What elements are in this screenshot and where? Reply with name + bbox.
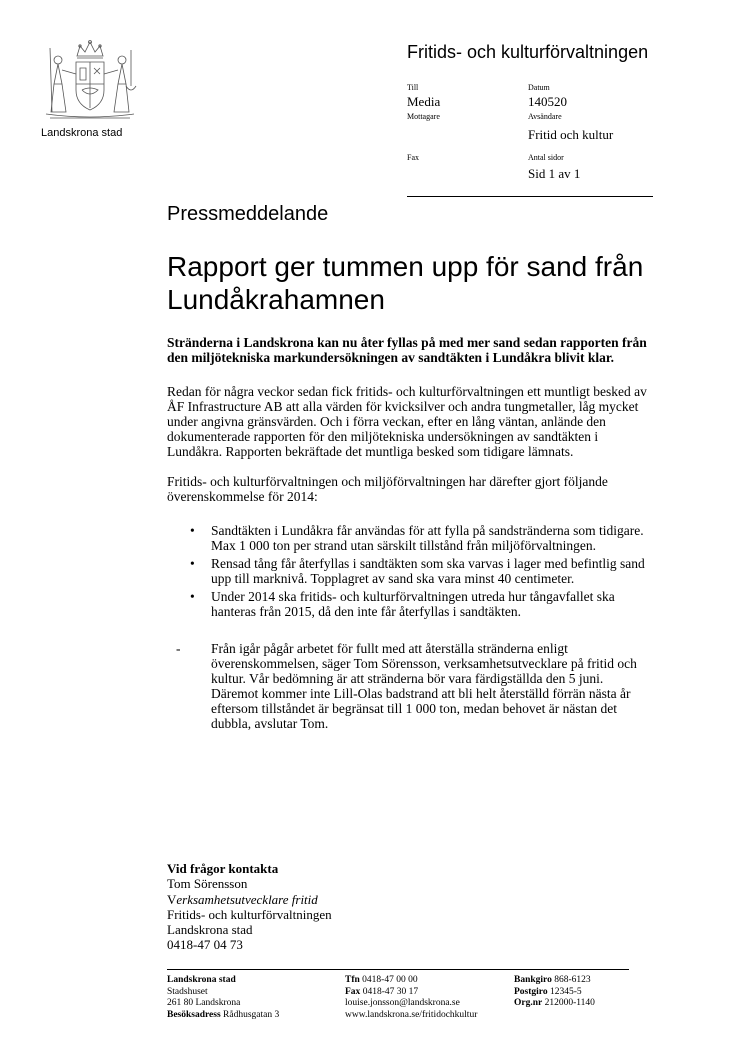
datum-value: 140520 <box>528 94 567 109</box>
footer-orgnr: Org.nr 212000-1140 <box>514 998 595 1008</box>
footer-email: louise.jonsson@landskrona.se <box>345 998 460 1008</box>
document-type: Pressmeddelande <box>167 203 329 225</box>
list-item <box>190 556 647 586</box>
footer-postal: 261 80 Landskrona <box>167 998 241 1008</box>
footer-fax: Fax 0418-47 30 17 <box>345 986 419 997</box>
lead-paragraph: Stränderna i Landskrona kan nu åter fyllas på med mer sand sedan rapporten från den miljötekniska markundersökningen av sandtäkten i Lundåkra blivit klar. <box>167 335 647 365</box>
footer-payment <box>514 975 595 1010</box>
avsandare-label: Avsändare <box>528 112 562 121</box>
contact-name: Tom Sörensson <box>167 876 248 892</box>
contact-title-rest: erksamhetsutvecklare fritid <box>176 891 318 907</box>
coat-of-arms-icon <box>42 38 138 124</box>
contact-title <box>167 892 332 907</box>
footer-address <box>167 975 279 1021</box>
antal-sidor-label: Antal sidor <box>528 153 564 162</box>
bullet-marker: • <box>190 589 195 604</box>
bullet-marker: • <box>190 523 195 538</box>
press-release-body <box>167 335 647 731</box>
body-paragraph-2: Fritids- och kulturförvaltningen och miljöförvaltningen har därefter gjort följande överenskommelse för 2014: <box>167 474 608 504</box>
bullet-marker: • <box>190 556 195 571</box>
avsandare-value: Fritid och kultur <box>528 127 614 142</box>
headline: Rapport ger tummen upp för sand från Lundåkrahamnen <box>167 251 644 315</box>
logo <box>40 38 140 124</box>
contact-department: Fritids- och kulturförvaltningen <box>167 906 332 922</box>
footer-contact <box>345 975 477 1021</box>
footer-building: Stadshuset <box>167 986 208 997</box>
antal-sidor-value: Sid 1 av 1 <box>528 166 581 181</box>
contact-title-initial: V <box>167 891 177 907</box>
contact-block <box>167 861 332 953</box>
list-item <box>190 589 647 619</box>
contact-heading: Vid frågor kontakta <box>167 861 279 876</box>
logo-name: Landskrona stad <box>41 127 123 139</box>
agreement-list <box>167 523 647 619</box>
till-label: Till <box>407 83 419 92</box>
list-item-text: Rensad tång får återfyllas i sandtäkten som ska varvas i lager med befintlig sand upp till marknivå. Topplagret av sand ska vara minst 40 centimeter. <box>211 556 645 586</box>
mottagare-label: Mottagare <box>407 112 440 121</box>
till-value: Media <box>407 94 441 109</box>
list-item-text: Sandtäkten i Lundåkra får användas för att fylla på sandstränderna som tidigare. Max 1 000 ton per strand utan särskilt tillstånd från miljöförvaltningen. <box>211 523 644 553</box>
footer-postgiro: Postgiro 12345-5 <box>514 986 582 997</box>
list-item-text: Under 2014 ska fritids- och kulturförvaltningen utreda hur tångavfallet ska hanteras från 2015, då den inte får återfyllas i sandtäkten. <box>211 589 615 619</box>
footer-org-name: Landskrona stad <box>167 975 236 985</box>
footer-bankgiro: Bankgiro 868-6123 <box>514 975 591 985</box>
contact-organisation: Landskrona stad <box>167 922 253 938</box>
footer-visit: Besöksadress Rådhusgatan 3 <box>167 1009 280 1020</box>
footer-phone: Tfn 0418-47 00 00 <box>345 975 418 985</box>
list-item <box>190 523 647 553</box>
quote-text: Från igår pågår arbetet för fullt med att återställa stränderna enligt överenskommelsen, säger Tom Sörensson, verksamhetsutvecklare på fritid och kultur. Vår bedömning är att stränderna bör vara färdigställda den 5 juni. Däremot kommer inte Lill-Olas badstrand att bli helt återställd förrän nästa år eftersom tillståndet är begränsat till 1 000 ton, medan behovet är nästan det dubbla, avslutar Tom. <box>211 641 637 731</box>
footer-divider <box>167 969 629 970</box>
footer-web: www.landskrona.se/fritidochkultur <box>345 1009 478 1020</box>
quote-paragraph <box>167 641 647 731</box>
datum-label: Datum <box>528 83 550 92</box>
quote-dash: - <box>176 641 181 656</box>
fax-label: Fax <box>407 153 419 162</box>
header-divider <box>407 196 653 197</box>
body-paragraph-1: Redan för några veckor sedan fick fritids- och kulturförvaltningen ett muntligt besked av ÅF Infrastructure AB att alla värden för kvicksilver och andra tungmetaller, låg mycket under angivna gränsvärden. Och i förra veckan, efter en lång väntan, anlände den dokumenterade rapporten för den miljötekniska undersökningen av sandtäkten i Lundåkra. Rapporten bekräftade det muntliga besked som tidigare lämnats. <box>167 384 647 459</box>
contact-phone: 0418-47 04 73 <box>167 937 243 953</box>
department-title: Fritids- och kulturförvaltningen <box>407 42 649 62</box>
